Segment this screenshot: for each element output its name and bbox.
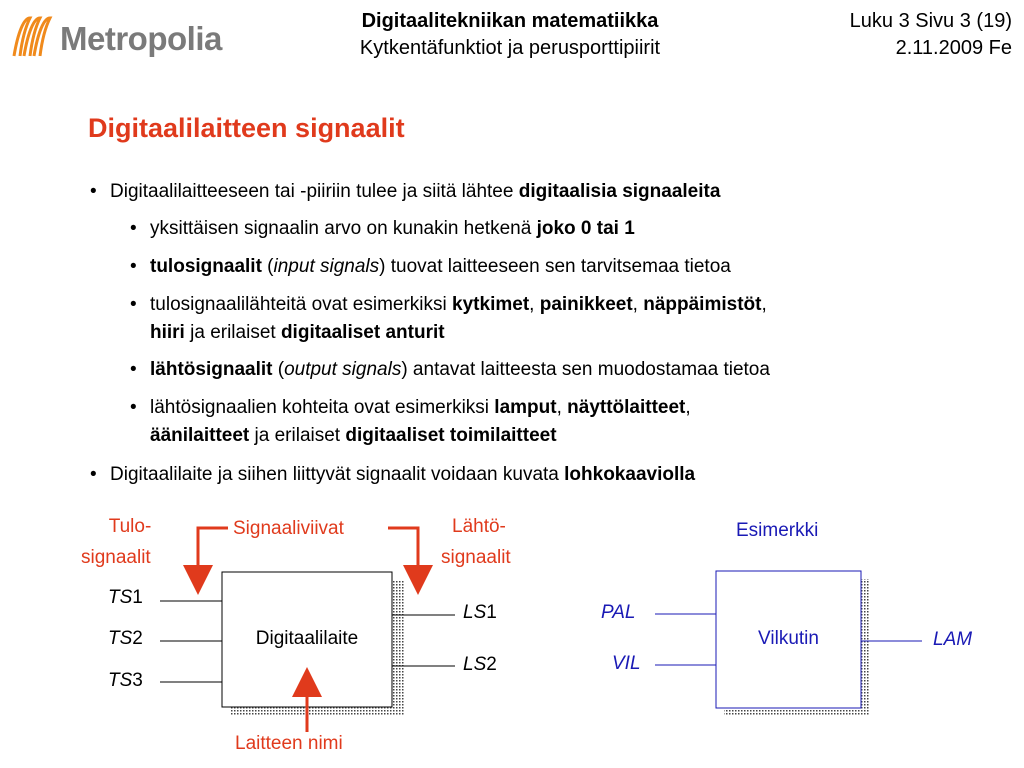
example-input-pal: PAL: [601, 602, 636, 623]
signal-lines-label: Signaaliviivat: [233, 518, 344, 539]
course-header: [270, 8, 750, 62]
bullet-1: • Digitaalilaitteeseen tai -piiriin tulee ja siitä lähtee digitaalisia signaaleita: [110, 178, 720, 206]
input-ts3-label: TS3: [108, 670, 143, 691]
course-subtitle: Kytkentäfunktiot ja perusporttipiirit: [359, 37, 661, 59]
page-info: Luku 3 Sivu 3 (19): [849, 10, 1012, 32]
page-info-header: [752, 8, 1012, 62]
bullet-dot-icon: •: [90, 464, 97, 485]
output-ls1-label: LS1: [463, 602, 497, 623]
input-ts2-label: TS2: [108, 628, 143, 649]
bullet-dot-icon: •: [130, 218, 137, 239]
sub-bullet-2: • tulosignaalit (input signals) tuovat laitteeseen sen tarvitsemaa tietoa: [150, 253, 731, 281]
bullet-dot-icon: •: [90, 181, 97, 202]
input-signals-label-2: signaalit: [81, 547, 151, 568]
output-signals-label: Lähtö-: [452, 516, 506, 537]
example-title: Esimerkki: [736, 520, 819, 541]
sub-bullet-3: • tulosignaalilähteitä ovat esimerkiksi kytkimet, painikkeet, näppäimistöt, hiiri ja erilaiset digitaaliset anturit: [150, 291, 767, 347]
example-output-lam: LAM: [933, 629, 973, 650]
device-name-label: Laitteen nimi: [235, 733, 343, 754]
bullet-dot-icon: •: [130, 359, 137, 380]
input-signals-label: Tulo-: [108, 516, 152, 537]
block-diagram: [0, 500, 1024, 768]
sub-bullet-4: • lähtösignaalit (output signals) antavat laitteesta sen muodostamaa tietoa: [150, 356, 770, 384]
date-author: 2.11.2009 Fe: [895, 37, 1012, 59]
example-input-vil: VIL: [612, 653, 641, 674]
bullet-2: • Digitaalilaite ja siihen liittyvät signaalit voidaan kuvata lohkokaaviolla: [110, 461, 695, 489]
device-label: Digitaalilaite: [255, 628, 359, 649]
metropolia-logo: [8, 12, 222, 62]
example-device-label: Vilkutin: [758, 628, 819, 649]
logo-mark-icon: [8, 12, 58, 62]
block-diagram-lines: [0, 500, 1024, 768]
logo-text: Metropolia: [60, 20, 222, 57]
bullet-dot-icon: •: [130, 397, 137, 418]
bullet-dot-icon: •: [130, 294, 137, 315]
sub-bullet-5: • lähtösignaalien kohteita ovat esimerkiksi lamput, näyttölaitteet, äänilaitteet ja erilaiset digitaaliset toimilaitteet: [150, 394, 691, 450]
slide-title: Digitaalilaitteen signaalit: [88, 113, 405, 143]
output-signals-label-2: signaalit: [441, 547, 511, 568]
output-ls2-label: LS2: [463, 654, 497, 675]
bullet-dot-icon: •: [130, 256, 137, 277]
course-title: Digitaalitekniikan matematiikka: [361, 10, 659, 32]
input-ts1-label: TS1: [108, 587, 143, 608]
sub-bullet-1: • yksittäisen signaalin arvo on kunakin hetkenä joko 0 tai 1: [150, 215, 635, 243]
